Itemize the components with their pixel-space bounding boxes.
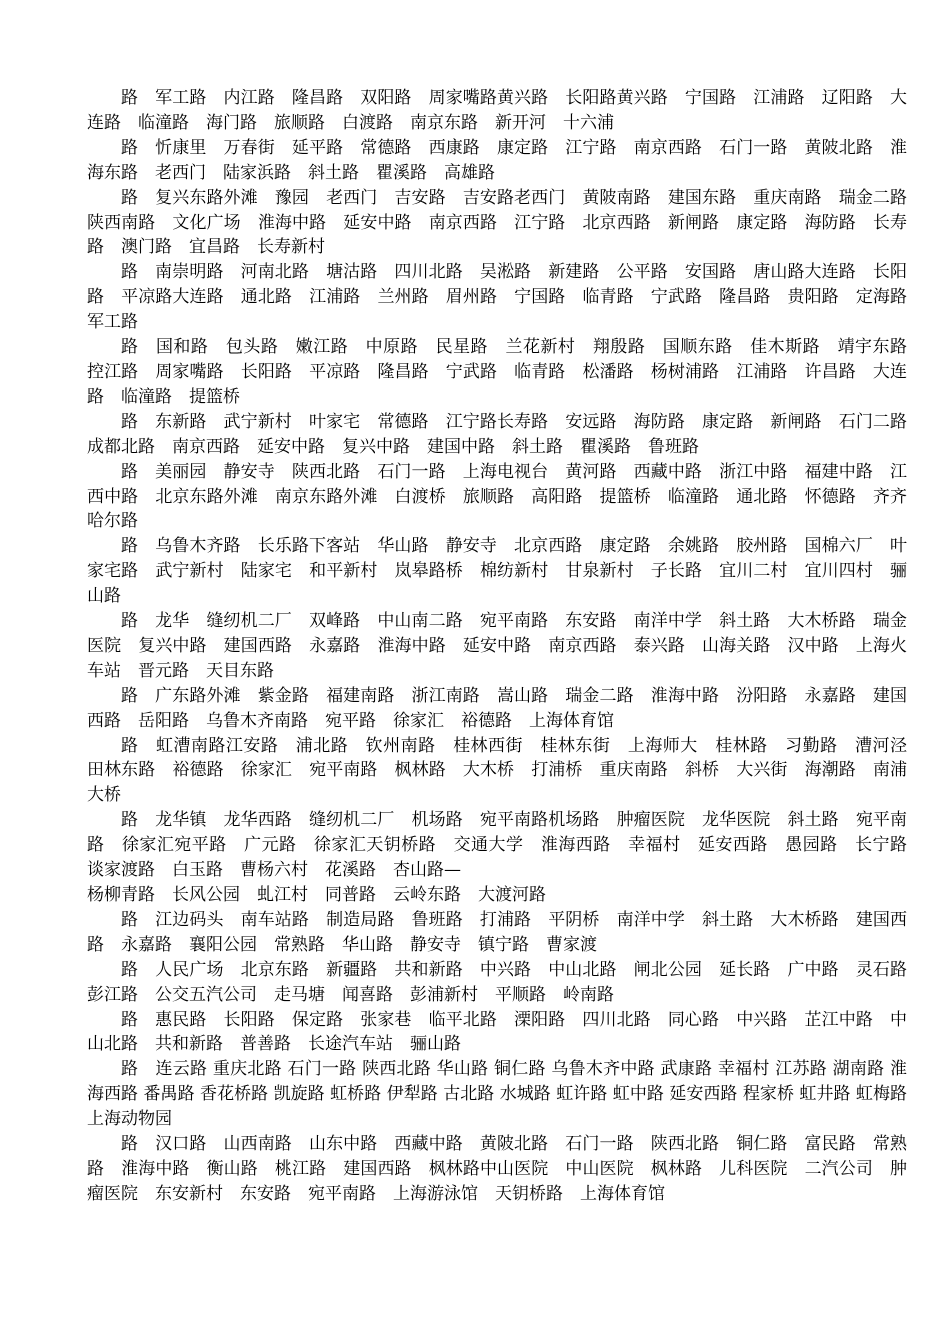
route-paragraph-13: 路 江边码头 南车站路 制造局路 鲁班路 打浦路 平阴桥 南洋中学 斜土路 大木桥路 建国西路 永嘉路 襄阳公园 常熟路 华山路 静安寺 镇宁路 曹家渡 bbox=[87, 909, 907, 955]
route-paragraph-17: 路 汉口路 山西南路 山东中路 西藏中路 黄陂北路 石门一路 陕西北路 铜仁路 富民路 常熟路 淮海中路 衡山路 桃江路 建国西路 枫林路中山医院 中山医院 枫林路 儿科医院 二汽公司 肿瘤医院 东安新村 东安路 宛平南路 上海游泳馆 天钥桥路 上海体育馆 bbox=[87, 1134, 907, 1204]
route-paragraph-11: 路 虹漕南路江安路 浦北路 钦州南路 桂林西街 桂林东街 上海师大 桂林路 习勤路 漕河泾 田林东路 裕德路 徐家汇 宛平南路 枫林路 大木桥 打浦桥 重庆南路 斜桥 大兴街 海潮路 南浦大桥 bbox=[87, 735, 924, 806]
route-paragraph-16: 路 连云路 重庆北路 石门一路 陕西北路 华山路 铜仁路 乌鲁木齐中路 武康路 幸福村 江苏路 湖南路 淮海西路 番禺路 香花桥路 凯旋路 虹桥路 伊犁路 古北路 水城路 虹许路 虹中路 延安西路 程家桥 虹井路 虹梅路 上海动物园 bbox=[87, 1059, 907, 1130]
route-paragraph-12-continuation: 杨柳青路 长风公园 虬江村 同普路 云岭东路 大渡河路 bbox=[87, 885, 546, 905]
route-paragraph-2: 路 忻康里 万春街 延平路 常德路 西康路 康定路 江宁路 南京西路 石门一路 黄陂北路 淮海东路 老西门 陆家浜路 斜土路 瞿溪路 高雄路 bbox=[87, 137, 907, 183]
route-paragraph-3: 路 复兴东路外滩 豫园 老西门 吉安路 吉安路老西门 黄陂南路 建国东路 重庆南路 瑞金二路 陕西南路 文化广场 淮海中路 延安中路 南京西路 江宁路 北京西路 新闸路 康定路 海防路 长寿路 澳门路 宜昌路 长寿新村 bbox=[87, 187, 924, 258]
route-paragraph-14: 路 人民广场 北京东路 新疆路 共和新路 中兴路 中山北路 闸北公园 延长路 广中路 灵石路 彭江路 公交五汽公司 走马塘 闻喜路 彭浦新村 平顺路 岭南路 bbox=[87, 959, 924, 1005]
route-paragraph-9: 路 龙华 缝纫机二厂 双峰路 中山南二路 宛平南路 东安路 南洋中学 斜土路 大木桥路 瑞金医院 复兴中路 建国西路 永嘉路 淮海中路 延安中路 南京西路 泰兴路 山海关路 汉中路 上海火车站 晋元路 天目东路 bbox=[87, 611, 907, 681]
route-paragraph-8: 路 乌鲁木齐路 长乐路下客站 华山路 静安寺 北京西路 康定路 余姚路 胶州路 国棉六厂 叶家宅路 武宁新村 陆家宅 和平新村 岚皋路桥 棉纺新村 甘泉新村 子长路 宜川二村 宜川四村 骊山路 bbox=[87, 536, 907, 607]
route-paragraph-4: 路 南崇明路 河南北路 塘沽路 四川北路 吴淞路 新建路 公平路 安国路 唐山路大连路 长阳路 平凉路大连路 通北路 江浦路 兰州路 眉州路 宁国路 临青路 宁武路 隆昌路 贵阳路 定海路 军工路 bbox=[87, 262, 924, 333]
route-paragraph-12: 路 龙华镇 龙华西路 缝纫机二厂 机场路 宛平南路机场路 肿瘤医院 龙华医院 斜土路 宛平南路 徐家汇宛平路 广元路 徐家汇天钥桥路 交通大学 淮海西路 幸福村 延安西路 愚园路 长宁路 谈家渡路 白玉路 曹杨六村 花溪路 杏山路— bbox=[87, 810, 924, 881]
route-paragraph-15: 路 惠民路 长阳路 保定路 张家巷 临平北路 溧阳路 四川北路 同心路 中兴路 芷江中路 中山北路 共和新路 普善路 长途汽车站 骊山路 bbox=[87, 1009, 907, 1055]
route-paragraph-6: 路 东新路 武宁新村 叶家宅 常德路 江宁路长寿路 安远路 海防路 康定路 新闸路 石门二路 成都北路 南京西路 延安中路 复兴中路 建国中路 斜土路 瞿溪路 鲁班路 bbox=[87, 411, 924, 457]
route-paragraph-5: 路 国和路 包头路 嫩江路 中原路 民星路 兰花新村 翔殷路 国顺东路 佳木斯路 靖宇东路 控江路 周家嘴路 长阳路 平凉路 隆昌路 宁武路 临青路 松潘路 杨树浦路 江浦路 许昌路 大连路 临潼路 提篮桥 bbox=[87, 337, 924, 407]
document-body bbox=[87, 86, 924, 1207]
route-paragraph-7: 路 美丽园 静安寺 陕西北路 石门一路 上海电视台 黄河路 西藏中路 浙江中路 福建中路 江西中路 北京东路外滩 南京东路外滩 白渡桥 旅顺路 高阳路 提篮桥 临潼路 通北路 怀德路 齐齐哈尔路 bbox=[87, 461, 907, 532]
route-paragraph-10: 路 广东路外滩 紫金路 福建南路 浙江南路 嵩山路 瑞金二路 淮海中路 汾阳路 永嘉路 建国西路 岳阳路 乌鲁木齐南路 宛平路 徐家汇 裕德路 上海体育馆 bbox=[87, 685, 907, 731]
route-paragraph-1: 路 军工路 内江路 隆昌路 双阳路 周家嘴路黄兴路 长阳路黄兴路 宁国路 江浦路 辽阳路 大连路 临潼路 海门路 旅顺路 白渡路 南京东路 新开河 十六浦 bbox=[87, 88, 907, 133]
